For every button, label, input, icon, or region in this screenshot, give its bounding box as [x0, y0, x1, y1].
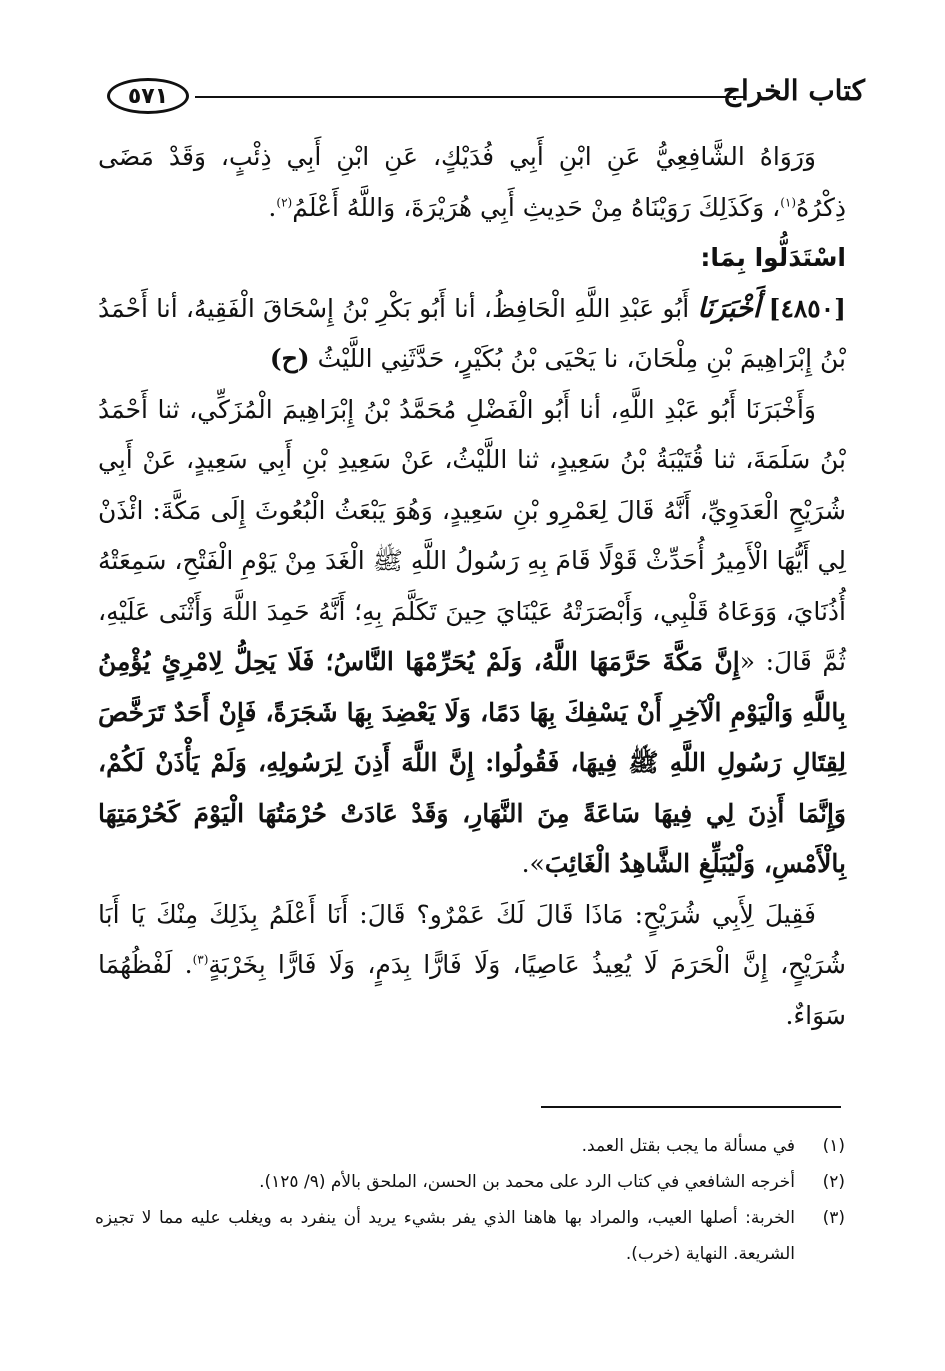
tahwil-mark: (ح): [269, 344, 310, 373]
footnote-ref-1: (١): [780, 195, 797, 210]
footnotes: [95, 1128, 845, 1272]
footnote-ref-2: (٢): [276, 195, 293, 210]
page-header: [95, 66, 865, 130]
prophetic-quote: إِنَّ مَكَّةَ حَرَّمَهَا اللَّهُ، وَلَمْ يُحَرِّمْهَا النَّاسُ؛ فَلَا يَحِلُّ لِامْرِئٍ يُؤْمِنُ بِاللَّهِ وَالْيَوْمِ الْآخِرِ أَنْ يَسْفِكَ بِهَا دَمًا، وَلَا يَعْضِدَ بِهَا شَجَرَةً، فَإِنْ أَحَدٌ تَرَخَّصَ لِقِتَالِ رَسُولِ اللَّهِ ﷺ فِيهَا، فَقُولُوا: إِنَّ اللَّهَ أَذِنَ لِرَسُولِهِ، وَلَمْ يَأْذَنْ لَكُمْ، وَإِنَّمَا أَذِنَ لِي فِيهَا سَاعَةً مِنَ النَّهَارِ، وَقَدْ عَادَتْ حُرْمَتُهَا الْيَوْمَ كَحُرْمَتِهَا بِالْأَمْسِ، وَلْيُبَلِّغِ الشَّاهِدُ الْغَائِبَ: [98, 647, 846, 878]
footnote-1: [95, 1128, 845, 1164]
akhbarana-word: أَخْبَرَنَا: [697, 292, 761, 324]
footnote-separator: [541, 1106, 841, 1108]
hadith-number: [٤٨٥٠]: [768, 293, 846, 323]
p1-end: .: [268, 192, 277, 222]
main-text: [98, 132, 846, 1041]
footnote-text: الخربة: أصلها العيب، والمراد بها هاهنا الذي يفر بشيء يريد أن ينفرد به ويغلب عليه مما لا تجيزه الشريعة. النهاية (خرب).: [95, 1208, 795, 1264]
p4-end: . لَفْظُهُمَا سَوَاءٌ.: [98, 950, 846, 1030]
footnote-number: (٢): [822, 1172, 845, 1192]
page-number: ٥٧١: [107, 78, 189, 114]
p1-text-a: وَرَوَاهُ الشَّافِعِيُّ عَنِ ابْنِ أَبِي فُدَيْكٍ، عَنِ ابْنِ أَبِي ذِئْبٍ، وَقَدْ مَضَى ذِكْرُهُ: [98, 142, 846, 222]
p4-text: فَقِيلَ لِأَبِي شُرَيْحٍ: مَاذَا قَالَ لَكَ عَمْرٌو؟ قَالَ: أَنَا أَعْلَمُ بِذَلِكَ مِنْكَ يَا أَبَا شُرَيْحٍ، إِنَّ الْحَرَمَ لَا يُعِيذُ عَاصِيًا، وَلَا فَارًّا بِدَمٍ، وَلَا فَارًّا بِخَرْبَةٍ: [98, 899, 847, 979]
p1-text-b: ، وَكَذَلِكَ رَوَيْنَاهُ مِنْ حَدِيثِ أَبِي هُرَيْرَةَ، وَاللَّهُ أَعْلَمُ: [292, 192, 781, 222]
paragraph-3: [98, 385, 846, 890]
footnote-3: [95, 1200, 845, 1272]
book-title: كتاب الخراج: [722, 74, 865, 107]
p3-intro: وَأَخْبَرَنَا أَبُو عَبْدِ اللَّهِ، أنا أَبُو الْفَضْلِ مُحَمَّدُ بْنُ إِبْرَاهِيمَ الْمُزَكِّي، ثنا أَحْمَدُ بْنُ سَلَمَةَ، ثنا قُتَيْبَةُ بْنُ سَعِيدٍ، ثنا اللَّيْثُ، عَنْ سَعِيدِ بْنِ أَبِي سَعِيدٍ، عَنْ أَبِي شُرَيْحٍ الْعَدَوِيِّ، أَنَّهُ قَالَ لِعَمْرِو بْنِ سَعِيدٍ، وَهُوَ يَبْعَثُ الْبُعُوثَ إِلَى مَكَّةَ: ائْذَنْ لِي أَيُّهَا الْأَمِيرُ أُحَدِّثْ قَوْلًا قَامَ بِهِ رَسُولُ اللَّهِ ﷺ الْغَدَ مِنْ يَوْمِ الْفَتْحِ، سَمِعَتْهُ أُذُنَايَ، وَوَعَاهُ قَلْبِي، وَأَبْصَرَتْهُ عَيْنَايَ حِينَ تَكَلَّمَ بِهِ؛ أَنَّهُ حَمِدَ اللَّهَ وَأَثْنَى عَلَيْهِ، ثُمَّ قَالَ: «: [98, 394, 846, 676]
paragraph-hadith-4850: [98, 284, 846, 385]
footnote-number: (١): [822, 1136, 845, 1156]
footnote-text: في مسألة ما يجب بقتل العمد.: [581, 1136, 795, 1156]
p3-end: ».: [521, 849, 545, 878]
footnote-2: [95, 1164, 845, 1200]
footnote-ref-3: (٣): [192, 952, 209, 967]
footnote-text: أخرجه الشافعي في كتاب الرد على محمد بن الحسن، الملحق بالأم (٩/ ١٢٥).: [259, 1172, 795, 1192]
paragraph-1: [98, 132, 846, 233]
footnote-number: (٣): [822, 1208, 845, 1228]
section-heading: اسْتَدَلُّوا بِمَا:: [700, 243, 846, 272]
isnad-text: أَبُو عَبْدِ اللَّهِ الْحَافِظُ، أنا أَبُو بَكْرِ بْنُ إِسْحَاقَ الْفَقِيهُ، أنا أَحْمَدُ بْنُ إِبْرَاهِيمَ بْنِ مِلْحَانَ، نا يَحْيَى بْنُ بُكَيْرٍ، حَدَّثَنِي اللَّيْثُ: [98, 293, 846, 373]
header-rule: [195, 96, 745, 98]
paragraph-4: [98, 890, 846, 1042]
